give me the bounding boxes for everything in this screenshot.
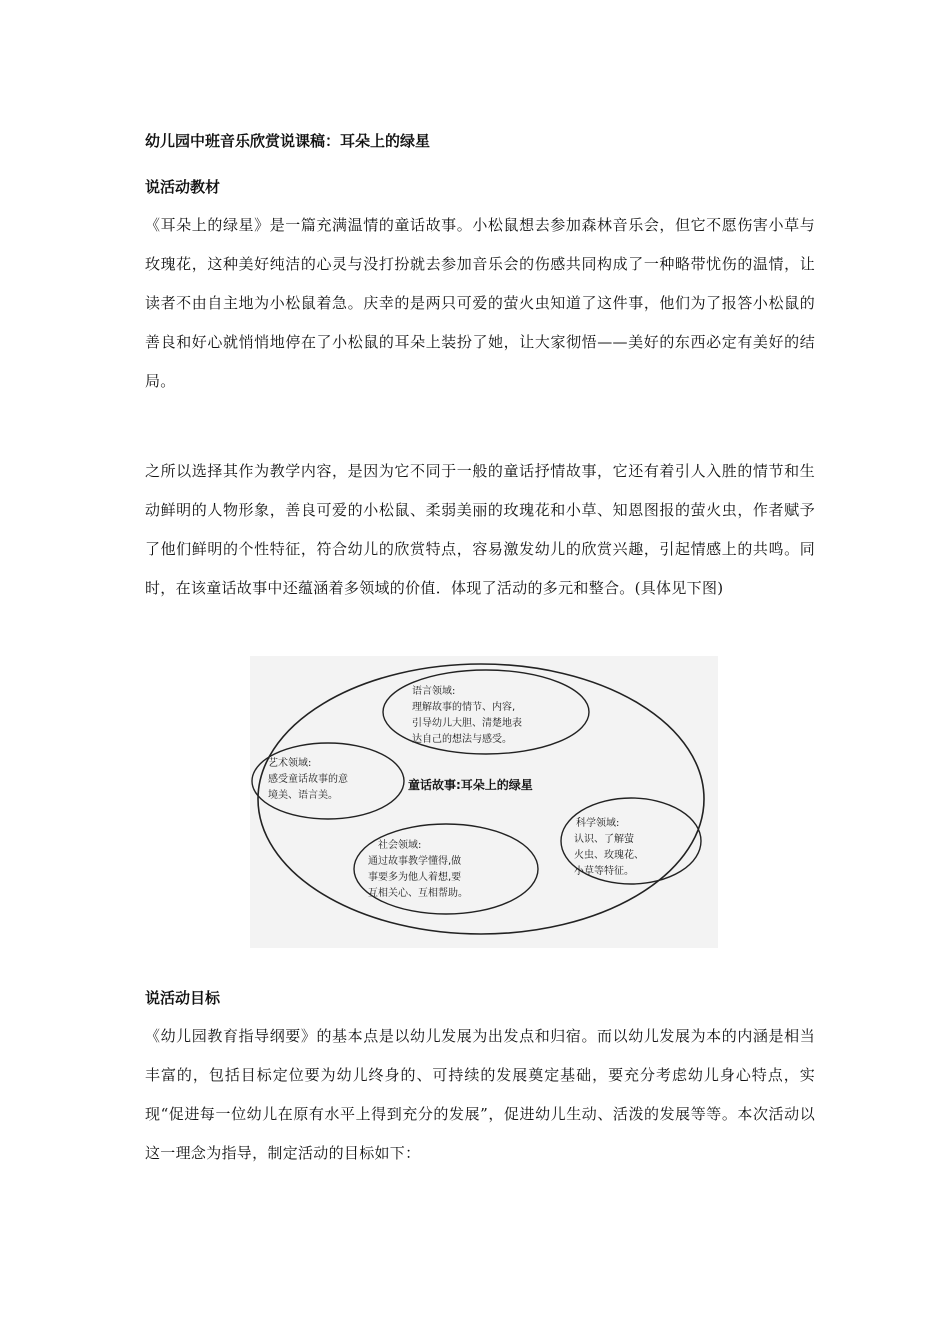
art-line-1: 感受童话故事的意 [268, 774, 348, 785]
document-title: 幼儿园中班音乐欣赏说课稿：耳朵上的绿星 [145, 132, 431, 150]
paragraph-selection-reason: 之所以选择其作为教学内容，是因为它不同于一般的童话抒情故事，它还有着引人入胜的情节和生动鲜明的人物形象，善良可爱的小松鼠、柔弱美丽的玫瑰花和小草、知恩图报的萤火虫，作者赋予了他们鲜明的个性特征，符合幼儿的欣赏特点，容易激发幼儿的欣赏兴趣，引起情感上的共鸣。同时，在该童话故事中还蕴涵着多领域的价值．体现了活动的多元和整合。(具体见下图) [145, 462, 815, 597]
language-line-1: 理解故事的情节、内容, [412, 702, 516, 713]
social-line-3: 互相关心、互相帮助。 [368, 888, 468, 899]
diagram-center-label: 童话故事:耳朵上的绿星 [408, 778, 533, 792]
social-title: 社会领域: [378, 840, 422, 851]
language-title: 语言领域: [412, 686, 456, 697]
social-line-2: 事要多为他人着想,要 [368, 872, 462, 883]
bubble-social [354, 824, 538, 914]
science-title: 科学领域: [576, 818, 620, 829]
language-line-3: 达自己的想法与感受。 [412, 734, 512, 745]
language-line-2: 引导幼儿大胆、清楚地表 [412, 718, 522, 729]
science-line-1: 认识、了解萤 [574, 834, 634, 845]
art-title: 艺术领域: [268, 758, 312, 769]
domain-diagram [250, 656, 718, 948]
social-line-1: 通过故事教学懂得,做 [368, 856, 462, 867]
section-heading-goals: 说活动目标 [145, 989, 221, 1007]
science-line-3: 小草等特征。 [574, 866, 634, 877]
science-line-2: 火虫、玫瑰花、 [574, 850, 644, 861]
paragraph-goals-intro: 《幼儿园教育指导纲要》的基本点是以幼儿发展为出发点和归宿。而以幼儿发展为本的内涵是相当丰富的，包括目标定位要为幼儿终身的、可持续的发展奠定基础，要充分考虑幼儿身心特点，实现“促进每一位幼儿在原有水平上得到充分的发展”，促进幼儿生动、活泼的发展等等。本次活动以这一理念为指导，制定活动的目标如下： [145, 1027, 815, 1162]
art-line-2: 境美、语言美。 [268, 790, 338, 801]
domain-diagram-svg [250, 656, 718, 948]
section-heading-material: 说活动教材 [145, 178, 221, 196]
paragraph-story-intro: 《耳朵上的绿星》是一篇充满温情的童话故事。小松鼠想去参加森林音乐会，但它不愿伤害小草与玫瑰花，这种美好纯洁的心灵与没打扮就去参加音乐会的伤感共同构成了一种略带忧伤的温情，让读者不由自主地为小松鼠着急。庆幸的是两只可爱的萤火虫知道了这件事，他们为了报答小松鼠的善良和好心就悄悄地停在了小松鼠的耳朵上装扮了她，让大家彻悟——美好的东西必定有美好的结局。 [145, 216, 815, 390]
